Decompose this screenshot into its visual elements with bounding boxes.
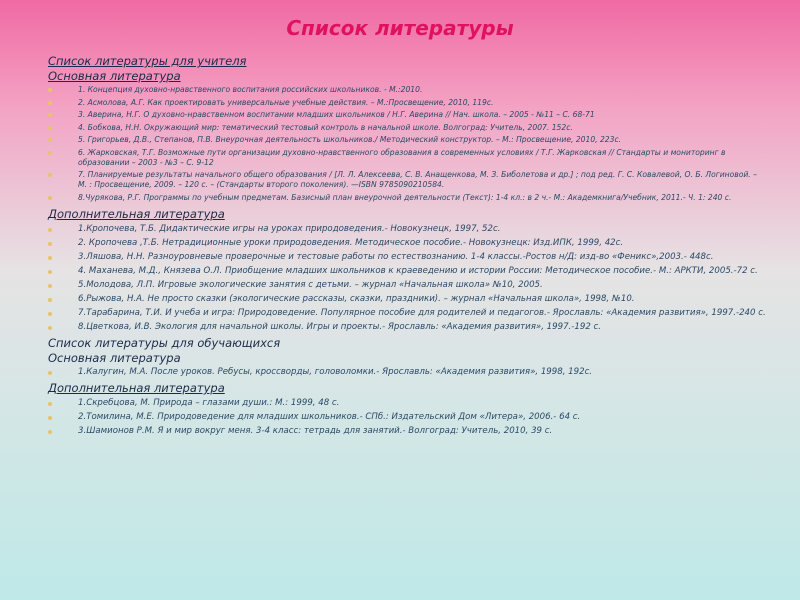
list-item: 5.Молодова, Л.П. Игровые экологические занятия с детьми. – журнал «Начальная школа» №10, 2005. (48, 280, 768, 291)
list-item: 8.Чурякова, Р.Г. Программы по учебным предметам. Базисный план внеурочной деятельности (Текст): 1-4 кл.: в 2 ч.- М.: Академкнига/Учебник, 2011.- Ч. 1: 240 с. (48, 193, 768, 203)
bibliography-content (48, 54, 768, 440)
main-literature-heading: Основная литература (48, 69, 181, 83)
students-list-heading: Список литературы для обучающихся (48, 335, 281, 350)
list-item: 5. Григорьев, Д.В., Степанов, П.В. Внеурочная деятельность школьников./ Методический конструктор. – М.: Просвещение, 2010, 223с. (48, 135, 768, 145)
list-item: 1. Концепция духовно-нравственного воспитания российских школьников. - М.:2010. (48, 85, 768, 95)
list-item: 1.Скребцова, М. Природа – глазами души.: М.: 1999, 48 с. (48, 398, 768, 409)
list-item: 4. Маханева, М.Д., Князева О.Л. Приобщение младших школьников к краеведению и истории России: Методическое пособие.- М.: АРКТИ, 2005.-72 с. (48, 266, 768, 277)
list-item: 3.Ляшова, Н.Н. Разноуровневые проверочные и тестовые работы по естествознанию. 1-4 классы.-Ростов н/Д: изд-во «Феникс»,2003.- 448с. (48, 252, 768, 263)
students-additional-heading: Дополнительная литература (48, 381, 225, 396)
teacher-list-heading: Список литературы для учителя (48, 54, 247, 68)
list-item: 1.Калугин, М.А. После уроков. Ребусы, кроссворды, головоломки.- Ярославль: «Академия развития», 1998, 192с. (48, 367, 768, 378)
additional-literature-heading: Дополнительная литература (48, 207, 225, 221)
list-item: 2.Томилина, М.Е. Природоведение для младших школьников.- СПб.: Издательский Дом «Литера», 2006.- 64 с. (48, 412, 768, 423)
teacher-additional-list (48, 224, 768, 333)
list-item: 8.Цветкова, И.В. Экология для начальной школы. Игры и проекты.- Ярославль: «Академия развития», 1997.-192 с. (48, 322, 768, 333)
students-main-list (48, 367, 768, 378)
list-item: 7. Планируемые результаты начального общего образования / [Л. Л. Алексеева, С. В. Анащенкова, М. З. Биболетова и др.] ; под ред. Г. С. Ковалевой, О. Б. Логиновой. – М. : Просвещение, 2009. – 120 с. – (Стандарты второго поколения). —ISBN 9785090210584. (48, 170, 768, 190)
slide-title: Список литературы (286, 16, 514, 40)
list-item: 2. Асмолова, А.Г. Как проектировать универсальные учебные действия. – М.:Просвещение, 2010, 119с. (48, 98, 768, 108)
teacher-main-list (48, 85, 768, 203)
list-item: 3.Шамионов Р.М. Я и мир вокруг меня. 3-4 класс: тетрадь для занятий.- Волгоград: Учитель, 2010, 39 с. (48, 426, 768, 437)
list-item: 6. Жарковская, Т.Г. Возможные пути организации духовно-нравственного образования в современных условиях / Т.Г. Жарковская // Стандарты и мониторинг в образовании – 2003 - №3 – С. 9-12 (48, 148, 768, 168)
list-item: 6.Рыжова, Н.А. Не просто сказки (экологические рассказы, сказки, праздники). – журнал «Начальная школа», 1998, №10. (48, 294, 768, 305)
list-item: 2. Кропочева ,Т.Б. Нетрадиционные уроки природоведения. Методическое пособие.- Новокузнецк: Изд.ИПК, 1999, 42с. (48, 238, 768, 249)
students-additional-list (48, 398, 768, 437)
list-item: 7.Тарабарина, Т.И. И учеба и игра: Природоведение. Популярное пособие для родителей и педагогов.- Ярославль: «Академия развития», 1997.-240 с. (48, 308, 768, 319)
students-main-heading: Основная литература (48, 350, 181, 365)
list-item: 4. Бобкова, Н.Н. Окружающий мир: тематический тестовый контроль в начальной школе. Волгоград: Учитель, 2007. 152с. (48, 123, 768, 133)
list-item: 1.Кропочева, Т.Б. Дидактические игры на уроках природоведения.- Новокузнецк, 1997, 52с. (48, 224, 768, 235)
list-item: 3. Аверина, Н.Г. О духовно-нравственном воспитании младших школьников / Н.Г. Аверина // Нач. школа. – 2005 - №11 – С. 68-71 (48, 110, 768, 120)
